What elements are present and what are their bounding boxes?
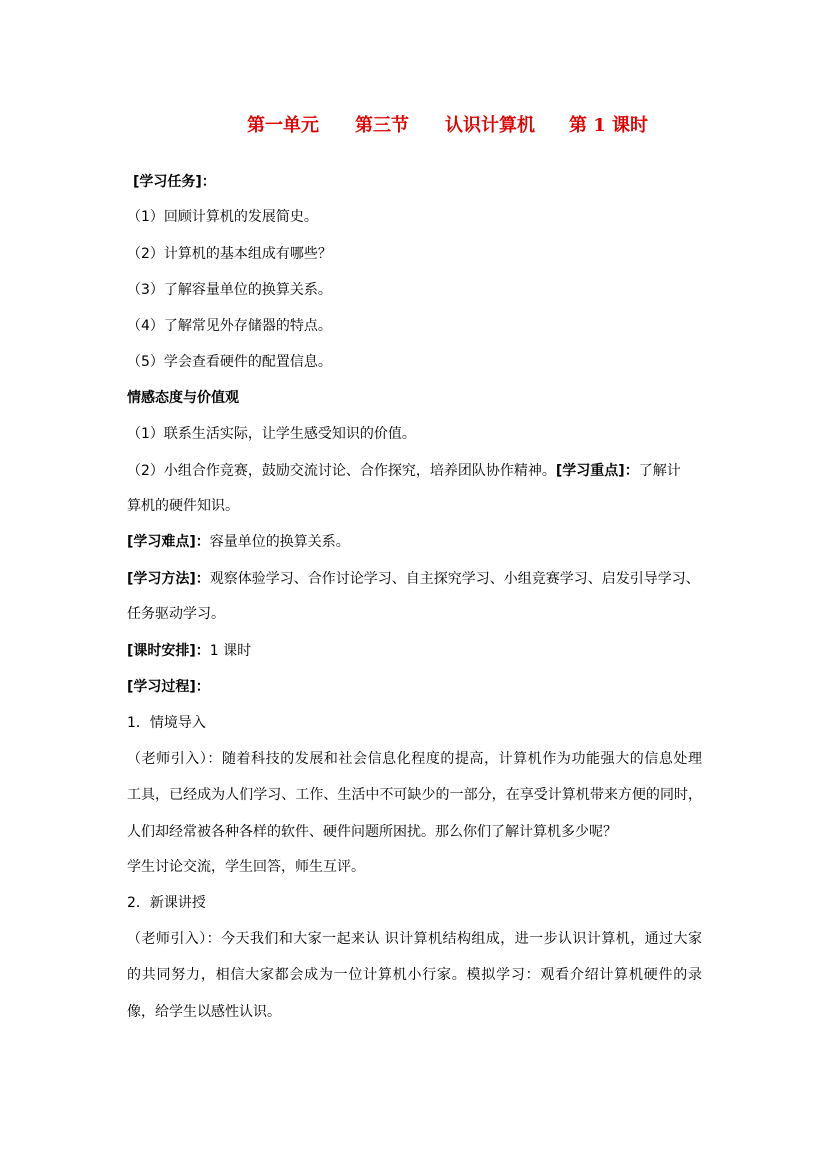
focus-label: [学习重点]： [555, 463, 639, 479]
task-item-5: （5）学会查看硬件的配置信息。 [127, 354, 332, 370]
step1-title: 1．情境导入 [127, 715, 206, 731]
schedule-text: 1 课时 [209, 643, 252, 659]
step1-line-3: 人们却经常被各种各样的软件、硬件问题所困扰。那么你们了解计算机多少呢？ [127, 824, 617, 840]
schedule-label: [课时安排]： [127, 643, 210, 659]
emotion-heading: 情感态度与价值观 [127, 390, 239, 406]
method-text: 观察体验学习、合作讨论学习、自主探究学习、小组竞赛学习、启发引导学习、 [209, 571, 700, 587]
task-item-3: （3）了解容量单位的换算关系。 [127, 282, 332, 298]
difficulty-label: [学习难点]： [127, 534, 210, 550]
step2-title: 2．新课讲授 [127, 895, 206, 911]
title-topic: 认识计算机 [445, 115, 535, 136]
lesson-title [247, 111, 767, 137]
task-item-4: （4）了解常见外存储器的特点。 [127, 318, 332, 334]
step2-line-3: 像，给学生以感性认识。 [127, 1004, 281, 1020]
emotion-item-2: （2）小组合作竞赛，鼓励交流讨论、合作探究，培养团队协作精神。 [127, 463, 556, 479]
emotion-item-1: （1）联系生活实际，让学生感受知识的价值。 [127, 426, 416, 442]
title-lesson: 第 1 课时 [569, 115, 649, 136]
step2-line-2: 的共同努力，相信大家都会成为一位计算机小行家。模拟学习：观看介绍计算机硬件的录 [127, 967, 702, 983]
title-unit: 第一单元 [247, 115, 319, 136]
step1-student: 学生讨论交流，学生回答，师生互评。 [127, 859, 365, 875]
task-item-1: （1）回顾计算机的发展简史。 [127, 209, 318, 225]
method-label: [学习方法]： [127, 571, 210, 587]
emotion-item-2-line [127, 461, 681, 481]
task-item-2: （2）计算机的基本组成有哪些？ [127, 246, 332, 262]
method-text-cont: 任务驱动学习。 [127, 606, 225, 622]
schedule-line [127, 641, 251, 661]
method-line [127, 569, 700, 589]
tasks-heading: [学习任务]： [133, 174, 216, 190]
title-section: 第三节 [355, 115, 409, 136]
step1-line-1: （老师引入）：随着科技的发展和社会信息化程度的提高，计算机作为功能强大的信息处理 [127, 751, 702, 767]
step1-line-2: 工具，已经成为人们学习、工作、生活中不可缺少的一部分，在享受计算机带来方便的同时， [127, 787, 702, 803]
focus-text: 了解计 [638, 463, 681, 479]
difficulty-line [127, 532, 350, 552]
difficulty-text: 容量单位的换算关系。 [209, 534, 350, 550]
process-heading: [学习过程]： [127, 679, 210, 695]
step2-line-1: （老师引入）：今天我们和大家一起来认 识计算机结构组成，进一步认识计算机，通过大家 [127, 931, 702, 947]
focus-text-cont: 算机的硬件知识。 [127, 498, 239, 514]
